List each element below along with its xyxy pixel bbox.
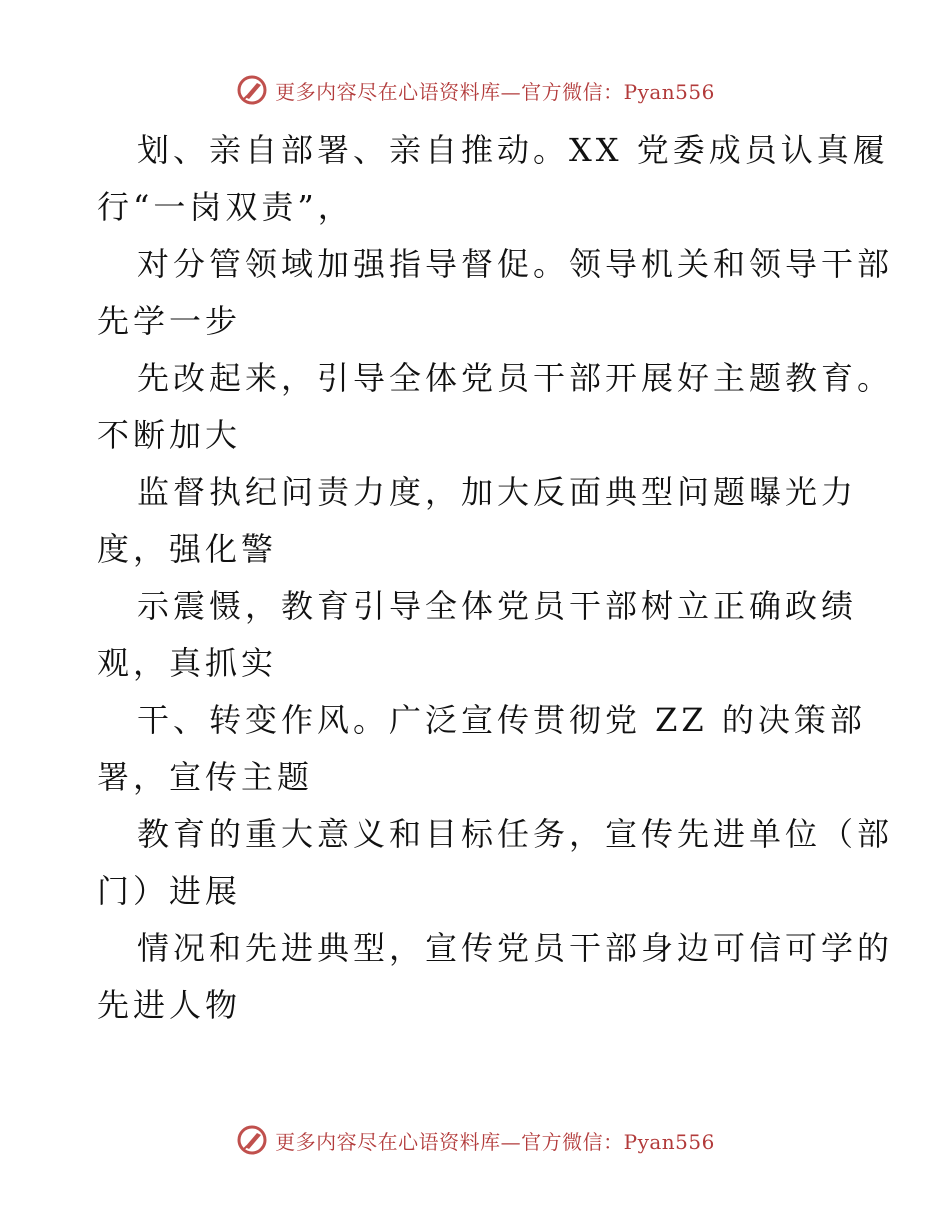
text-line: 监督执纪问责力度，加大反面典型问题曝光力 xyxy=(137,473,858,511)
quill-pen-logo-icon xyxy=(235,73,269,107)
header-watermark xyxy=(0,70,950,110)
footer-watermark xyxy=(0,1120,950,1160)
text-line: 情况和先进典型，宣传党员干部身边可信可学的 xyxy=(137,929,894,967)
text-line: 示震慑，教育引导全体党员干部树立正确政绩 xyxy=(137,587,858,625)
text-line: 度，强化警 xyxy=(97,530,278,568)
text-line: 先学一步 xyxy=(97,302,242,340)
text-line: 先进人物 xyxy=(97,986,242,1024)
text-line: 干、转变作风。广泛宣传贯彻党 ZZ 的决策部 xyxy=(137,701,866,739)
text-line: 划、亲自部署、亲自推动。XX 党委成员认真履 xyxy=(137,131,889,169)
quill-pen-logo-icon xyxy=(235,1123,269,1157)
watermark-text: 更多内容尽在心语资料库—官方微信：Pyan556 xyxy=(275,1129,715,1154)
text-line: 不断加大 xyxy=(97,416,242,454)
watermark-text: 更多内容尽在心语资料库—官方微信：Pyan556 xyxy=(275,79,715,104)
text-line: 先改起来，引导全体党员干部开展好主题教育。 xyxy=(137,359,894,397)
text-line: 对分管领域加强指导督促。领导机关和领导干部 xyxy=(137,245,894,283)
document-body xyxy=(97,122,897,1034)
text-line: 门）进展 xyxy=(97,872,242,910)
text-line: 行“一岗双责”， xyxy=(97,188,354,226)
text-line: 教育的重大意义和目标任务，宣传先进单位（部 xyxy=(137,815,894,853)
text-line: 署，宣传主题 xyxy=(97,758,314,796)
text-line: 观，真抓实 xyxy=(97,644,278,682)
